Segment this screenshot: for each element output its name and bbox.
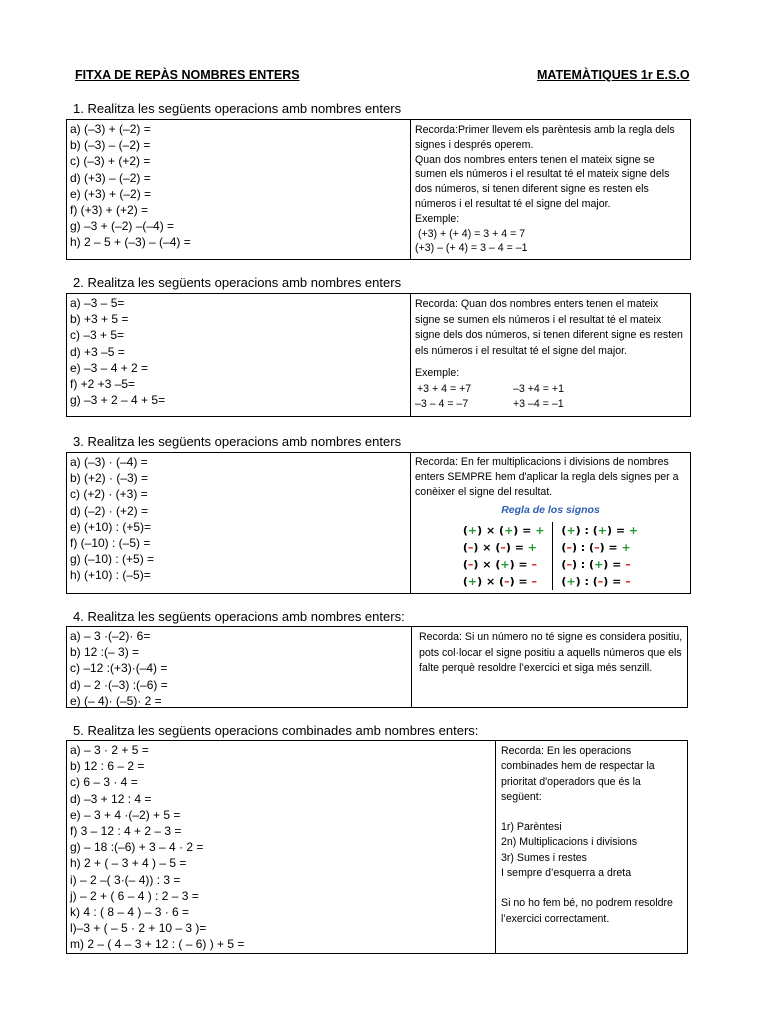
operation-item: d) (+3) – (–2) = xyxy=(70,170,151,185)
exercise-5-reminder xyxy=(496,741,687,953)
sign-rule-row: (+) × (–) = – xyxy=(462,575,537,588)
operation-item: a) – 3 · 2 + 5 = xyxy=(70,743,149,757)
reminder-text: Si no ho fem bé, no podrem resoldre l’exercici correctament. xyxy=(501,897,673,925)
operation-item: c) –12 :(+3)·(–4) = xyxy=(70,661,168,676)
exercise-3-reminder xyxy=(411,453,690,593)
operation-item: a) (–3) · (–4) = xyxy=(70,455,148,469)
operation-item: j) – 2 + ( 6 – 4 ) : 2 – 3 = xyxy=(70,888,199,903)
exercise-4-operations xyxy=(67,627,412,707)
operation-item: b) +3 + 5 = xyxy=(70,312,129,327)
example-line: –3 +4 = +1 xyxy=(513,382,564,395)
example-line: –3 – 4 = –7 xyxy=(415,397,469,410)
operation-item: e) –3 – 4 + 2 = xyxy=(70,360,149,375)
priority-item: 2n) Multiplicacions i divisions xyxy=(501,836,638,849)
exercise-3-title: 3. Realitza les següents operacions amb nombres enters xyxy=(73,434,402,449)
exercise-1-box xyxy=(66,119,691,260)
sign-rule-table xyxy=(415,522,686,590)
exercise-4-title: 4. Realitza les següents operacions amb nombres enters: xyxy=(73,609,405,624)
operation-item: d) +3 –5 = xyxy=(70,344,125,359)
priority-item: 3r) Sumes i restes xyxy=(501,851,587,864)
operation-item: b) (–3) – (–2) = xyxy=(70,138,151,153)
operation-item: c) 6 – 3 · 4 = xyxy=(70,775,138,790)
sign-rule-row: (+) : (+) = + xyxy=(561,524,639,537)
exercise-5-title: 5. Realitza les següents operacions combinades amb nombres enters: xyxy=(73,723,479,738)
exercise-2-operations xyxy=(67,294,411,416)
operation-item: l)–3 + ( – 5 · 2 + 10 – 3 )= xyxy=(70,921,207,936)
sign-rule-row: (–) × (–) = + xyxy=(462,541,537,554)
multiplication-rules xyxy=(455,522,553,590)
reminder-text: Recorda: Si un número no té signe es considera positiu, pots col·locar el signe positiu a aquells números que els falte perquè resoldre l’exercici et siga més senzill. xyxy=(419,631,683,674)
example-line: +3 –4 = –1 xyxy=(513,397,564,410)
exercise-2-reminder xyxy=(411,294,690,416)
operation-item: b) 12 :(– 3) = xyxy=(70,645,140,660)
operation-item: e) (– 4)· (–5)· 2 = xyxy=(70,693,162,708)
spacer-line xyxy=(501,805,683,820)
exercise-1-reminder xyxy=(411,120,690,259)
sign-rule-row: (–) × (+) = – xyxy=(462,558,537,571)
priority-item: 1r) Parèntesi xyxy=(501,821,562,834)
exercise-1-title: 1. Realitza les següents operacions amb nombres enters xyxy=(73,101,402,116)
operation-item: f) +2 +3 –5= xyxy=(70,377,136,392)
exercise-2-title: 2. Realitza les següents operacions amb nombres enters xyxy=(73,275,402,290)
operation-item: a) – 3 ·(–2)· 6= xyxy=(70,629,151,643)
exercise-4-reminder xyxy=(412,627,687,707)
sign-rule-row: (–) : (–) = + xyxy=(561,541,631,554)
operation-item: f) (–10) : (–5) = xyxy=(70,536,151,551)
exercise-4-box xyxy=(66,626,688,708)
division-rules xyxy=(552,522,646,590)
priority-item: I sempre d’esquerra a dreta xyxy=(501,867,632,880)
reminder-text: Recorda:Primer llevem els parèntesis amb la regla dels signes i després operem. xyxy=(415,124,675,151)
operation-item: e) (+10) : (+5)= xyxy=(70,519,152,534)
operation-item: d) –3 + 12 : 4 = xyxy=(70,791,152,806)
sign-rule-row: (–) : (+) = – xyxy=(561,558,631,571)
example-label: Exemple: xyxy=(415,212,460,225)
reminder-text: Recorda: Quan dos nombres enters tenen el mateix signe se sumen els números i el resultat té el mateix signe dels dos números, si tenen diferent signe es resten els números i el resultat té el signe del major. xyxy=(415,298,683,357)
operation-item: m) 2 – ( 4 – 3 + 12 : ( – 6) ) + 5 = xyxy=(70,937,245,952)
operation-item: g) –3 + 2 – 4 + 5= xyxy=(70,393,166,408)
reminder-text: Recorda: En fer multiplicacions i divisions de nombres enters SEMPRE hem d'aplicar la regla dels signes per a conèixer el signe del resultat. xyxy=(415,456,679,498)
operation-item: a) (–3) + (–2) = xyxy=(70,122,151,136)
operation-item: g) (–10) : (+5) = xyxy=(70,552,155,567)
operation-item: c) (–3) + (+2) = xyxy=(70,154,151,169)
exercise-1-operations xyxy=(67,120,411,259)
operation-item: b) (+2) · (–3) = xyxy=(70,471,149,486)
operation-item: g) –3 + (–2) –(–4) = xyxy=(70,219,175,234)
operation-item: c) (+2) · (+3) = xyxy=(70,487,148,502)
operation-item: e) (+3) + (–2) = xyxy=(70,186,152,201)
example-line: (+3) – (+ 4) = 3 – 4 = –1 xyxy=(415,242,528,255)
operation-item: f) (+3) + (+2) = xyxy=(70,203,149,218)
reminder-text: Recorda: En les operacions combinades hem de respectar la prioritat d'operadors que és la següent: xyxy=(501,745,655,803)
sign-rule-row: (+) : (–) = – xyxy=(561,575,631,588)
operation-item: a) –3 – 5= xyxy=(70,296,125,310)
example-label: Exemple: xyxy=(415,367,460,379)
operation-item: g) – 18 :(–6) + 3 – 4 · 2 = xyxy=(70,840,204,855)
operation-item: h) 2 + ( – 3 + 4 ) – 5 = xyxy=(70,856,187,871)
operation-item: k) 4 : ( 8 – 4 ) – 3 · 6 = xyxy=(70,905,190,920)
sign-rule-row: (+) × (+) = + xyxy=(462,524,545,537)
exercise-3-box xyxy=(66,452,691,594)
example-line: (+3) + (+ 4) = 3 + 4 = 7 xyxy=(415,227,526,240)
exercise-2-box xyxy=(66,293,691,417)
operation-item: i) – 2 –( 3·(– 4)) : 3 = xyxy=(70,872,181,887)
exercise-5-box xyxy=(66,740,688,954)
reminder-text: Quan dos nombres enters tenen el mateix signe se sumen els números i el resultat té el mateix signe dels dos números, si tenen diferent signe es resten els números i el resultat té el signe del major. xyxy=(415,153,670,210)
exercise-3-operations xyxy=(67,453,411,593)
operation-item: d) – 2 ·(–3) :(–6) = xyxy=(70,677,168,692)
example-line: +3 + 4 = +7 xyxy=(417,382,472,395)
operation-item: h) 2 – 5 + (–3) – (–4) = xyxy=(70,235,191,250)
course-label: MATEMÀTIQUES 1r E.S.O xyxy=(537,68,690,82)
operation-item: d) (–2) · (+2) = xyxy=(70,503,149,518)
operation-item: e) – 3 + 4 ·(–2) + 5 = xyxy=(70,807,181,822)
operation-item: c) –3 + 5= xyxy=(70,328,125,343)
example-grid xyxy=(415,382,686,412)
worksheet-title: FITXA DE REPÀS NOMBRES ENTERS xyxy=(75,68,300,82)
sign-rule-title: Regla de los signos xyxy=(501,504,600,516)
spacer-line xyxy=(501,881,683,896)
exercise-5-operations xyxy=(67,741,496,953)
operation-item: h) (+10) : (–5)= xyxy=(70,568,151,583)
operation-item: b) 12 : 6 – 2 = xyxy=(70,759,145,774)
operation-item: f) 3 – 12 : 4 + 2 – 3 = xyxy=(70,824,182,839)
